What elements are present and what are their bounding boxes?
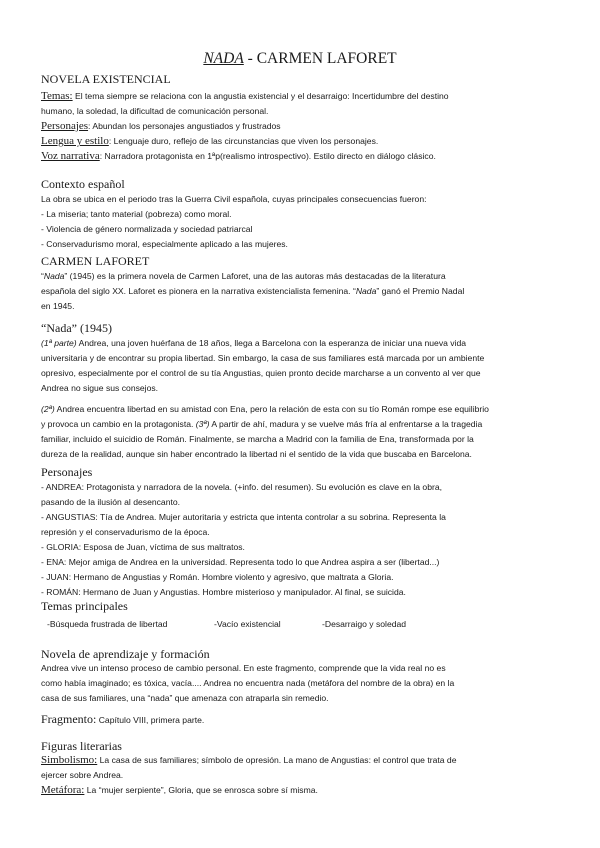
fragmento-section xyxy=(41,712,561,728)
voz-text: : Narradora protagonista en 1ªp(realismo introspectivo). Estilo directo en diálogo clásico. xyxy=(99,151,436,161)
heading-obra: “Nada” (1945) xyxy=(41,321,112,335)
contexto-line-1: La obra se ubica en el periodo tras la Guerra Civil española, cuyas principales consecuencias fueron: xyxy=(41,194,427,204)
personaje-line: - ANDREA: Protagonista y narradora de la novela. (+info. del resumen). Su evolución es clave en la obra, xyxy=(41,482,443,492)
p2-line-3: familiar, incluido el suicidio de Román. Finalmente, se marcha a Madrid con la familia de Ena, transformada por la xyxy=(41,434,474,444)
simbolismo-line-2: ejercer sobre Andrea. xyxy=(41,770,124,780)
metafora-label: Metáfora: xyxy=(41,784,85,796)
fragmento-text: Capítulo VIII, primera parte. xyxy=(96,715,205,725)
personajes-label: Personajes xyxy=(41,120,89,132)
contexto-line-3: - Violencia de género normalizada y sociedad patriarcal xyxy=(41,224,253,234)
contexto-line-2: - La miseria; tanto material (pobreza) como moral. xyxy=(41,209,232,219)
personaje-line: represión y el conservadurismo de la época. xyxy=(41,527,210,537)
lengua-label: Lengua y estilo xyxy=(41,135,109,147)
contexto-line-4: - Conservadurismo moral, especialmente aplicado a las mujeres. xyxy=(41,239,288,249)
tema-3: -Desarraigo y soledad xyxy=(322,619,407,629)
nada-italic-1: Nada xyxy=(43,271,65,281)
temas-text-1: El tema siempre se relaciona con la angustia existencial y el desarraigo: Incertidumbre del destino xyxy=(72,91,449,101)
p2-line-4: dureza de la realidad, aunque sin haber encontrado la libertad ni el sentido de la vida que buscaba en Barcelona. xyxy=(41,449,472,459)
autora-section xyxy=(41,269,561,314)
heading-autora: CARMEN LAFORET xyxy=(41,254,150,268)
figuras-section xyxy=(41,753,561,798)
heading-novela-existencial: NOVELA EXISTENCIAL xyxy=(41,72,171,86)
personaje-line: - JUAN: Hermano de Angustias y Román. Hombre violento y agresivo, que maltrata a Gloria. xyxy=(41,572,394,582)
autora-line-2b: ” ganó el Premio Nadal xyxy=(376,286,465,296)
tema-1: -Búsqueda frustrada de libertad xyxy=(47,619,168,629)
heading-contexto: Contexto español xyxy=(41,177,125,191)
personaje-line: - ROMÁN: Hermano de Juan y Angustias. Hombre misterioso y manipulador. Al final, se suicida. xyxy=(41,587,406,597)
p1-line-3: opresivo, especialmente por el control de su tía Angustias, quien pronto decide marcharse a un convento al ver que xyxy=(41,368,481,378)
temas-text-2: humano, la soledad, la dificultad de comunicación personal. xyxy=(41,106,269,116)
metafora-text: La “mujer serpiente”, Gloria, que se enrosca sobre sí misma. xyxy=(84,785,318,795)
aprendizaje-line-3: casa de sus familiares, una “nada” que amenaza con atraparla sin remedio. xyxy=(41,693,329,703)
simbolismo-line-1: La casa de sus familiares; símbolo de opresión. La mano de Angustias: el control que trata de xyxy=(97,755,457,765)
autora-line-2: española del siglo XX. Laforet es pionera en la narrativa existencialista femenina. “ xyxy=(41,286,356,296)
personaje-line: - ENA: Mejor amiga de Andrea en la universidad. Representa todo lo que Andrea aspira a ser (libertad...) xyxy=(41,557,440,567)
lengua-text: : Lenguaje duro, reflejo de las circunstancias que viven los personajes. xyxy=(108,136,379,146)
quote-open: “ xyxy=(41,271,44,281)
voz-label: Voz narrativa xyxy=(41,150,100,162)
title-nada: NADA xyxy=(203,50,244,67)
heading-temas-principales: Temas principales xyxy=(41,599,128,613)
p1-line-1: Andrea, una joven huérfana de 18 años, llega a Barcelona con la esperanza de iniciar una nueva vida xyxy=(76,338,467,348)
p1-line-2: universitaria y de encontrar su propia libertad. Sin embargo, la casa de sus familiares está marcada por un ambiente xyxy=(41,353,485,363)
part-2-tag: (2ª) xyxy=(41,404,55,414)
heading-personajes: Personajes xyxy=(41,465,93,479)
personajes-text: : Abundan los personajes angustiados y frustrados xyxy=(88,121,281,131)
p2-line-2a: y provoca un cambio en la protagonista. xyxy=(41,419,196,429)
novela-section xyxy=(41,89,561,164)
personaje-line: - ANGUSTIAS: Tía de Andrea. Mujer autoritaria y estricta que intenta controlar a su sobrina. Representa la xyxy=(41,512,446,522)
aprendizaje-line-1: Andrea vive un intenso proceso de cambio personal. En este fragmento, comprende que la vida real no es xyxy=(41,663,446,673)
heading-figuras: Figuras literarias xyxy=(41,739,122,753)
nada-italic-2: Nada xyxy=(355,286,377,296)
personaje-line: - GLORIA: Esposa de Juan, víctima de sus maltratos. xyxy=(41,542,245,552)
aprendizaje-section xyxy=(41,661,561,706)
part-3-tag: (3ª) xyxy=(195,419,210,429)
obra-part-1 xyxy=(41,336,561,396)
heading-aprendizaje: Novela de aprendizaje y formación xyxy=(41,647,210,661)
temas-label: Temas: xyxy=(41,90,73,102)
personaje-line: pasando de la ilusión al desencanto. xyxy=(41,497,181,507)
autora-line-1: ” (1945) es la primera novela de Carmen Laforet, una de las autoras más destacadas de la literatura xyxy=(64,271,446,281)
personajes-list xyxy=(41,480,561,600)
page-title xyxy=(0,50,600,68)
autora-line-3: en 1945. xyxy=(41,301,75,311)
tema-2: -Vacío existencial xyxy=(214,619,281,629)
part-1-tag: (1ª parte) xyxy=(41,338,77,348)
fragmento-label: Fragmento: xyxy=(41,712,97,726)
p2-line-2b: A partir de ahí, madura y se vuelve más fría al enfrentarse a la tragedia xyxy=(209,419,483,429)
title-author: - CARMEN LAFORET xyxy=(243,50,397,67)
p2-line-1: Andrea encuentra libertad en su amistad con Ena, pero la relación de esta con su tío Román rompe ese equilibrio xyxy=(54,404,489,414)
obra-part-2 xyxy=(41,402,561,462)
contexto-section xyxy=(41,192,561,252)
simbolismo-label: Simbolismo: xyxy=(41,754,98,766)
aprendizaje-line-2: como había imaginado; es tóxica, vacía.... Andrea no encuentra nada (metáfora del nombre de la obra) en la xyxy=(41,678,455,688)
p1-line-4: Andrea no sigue sus consejos. xyxy=(41,383,159,393)
